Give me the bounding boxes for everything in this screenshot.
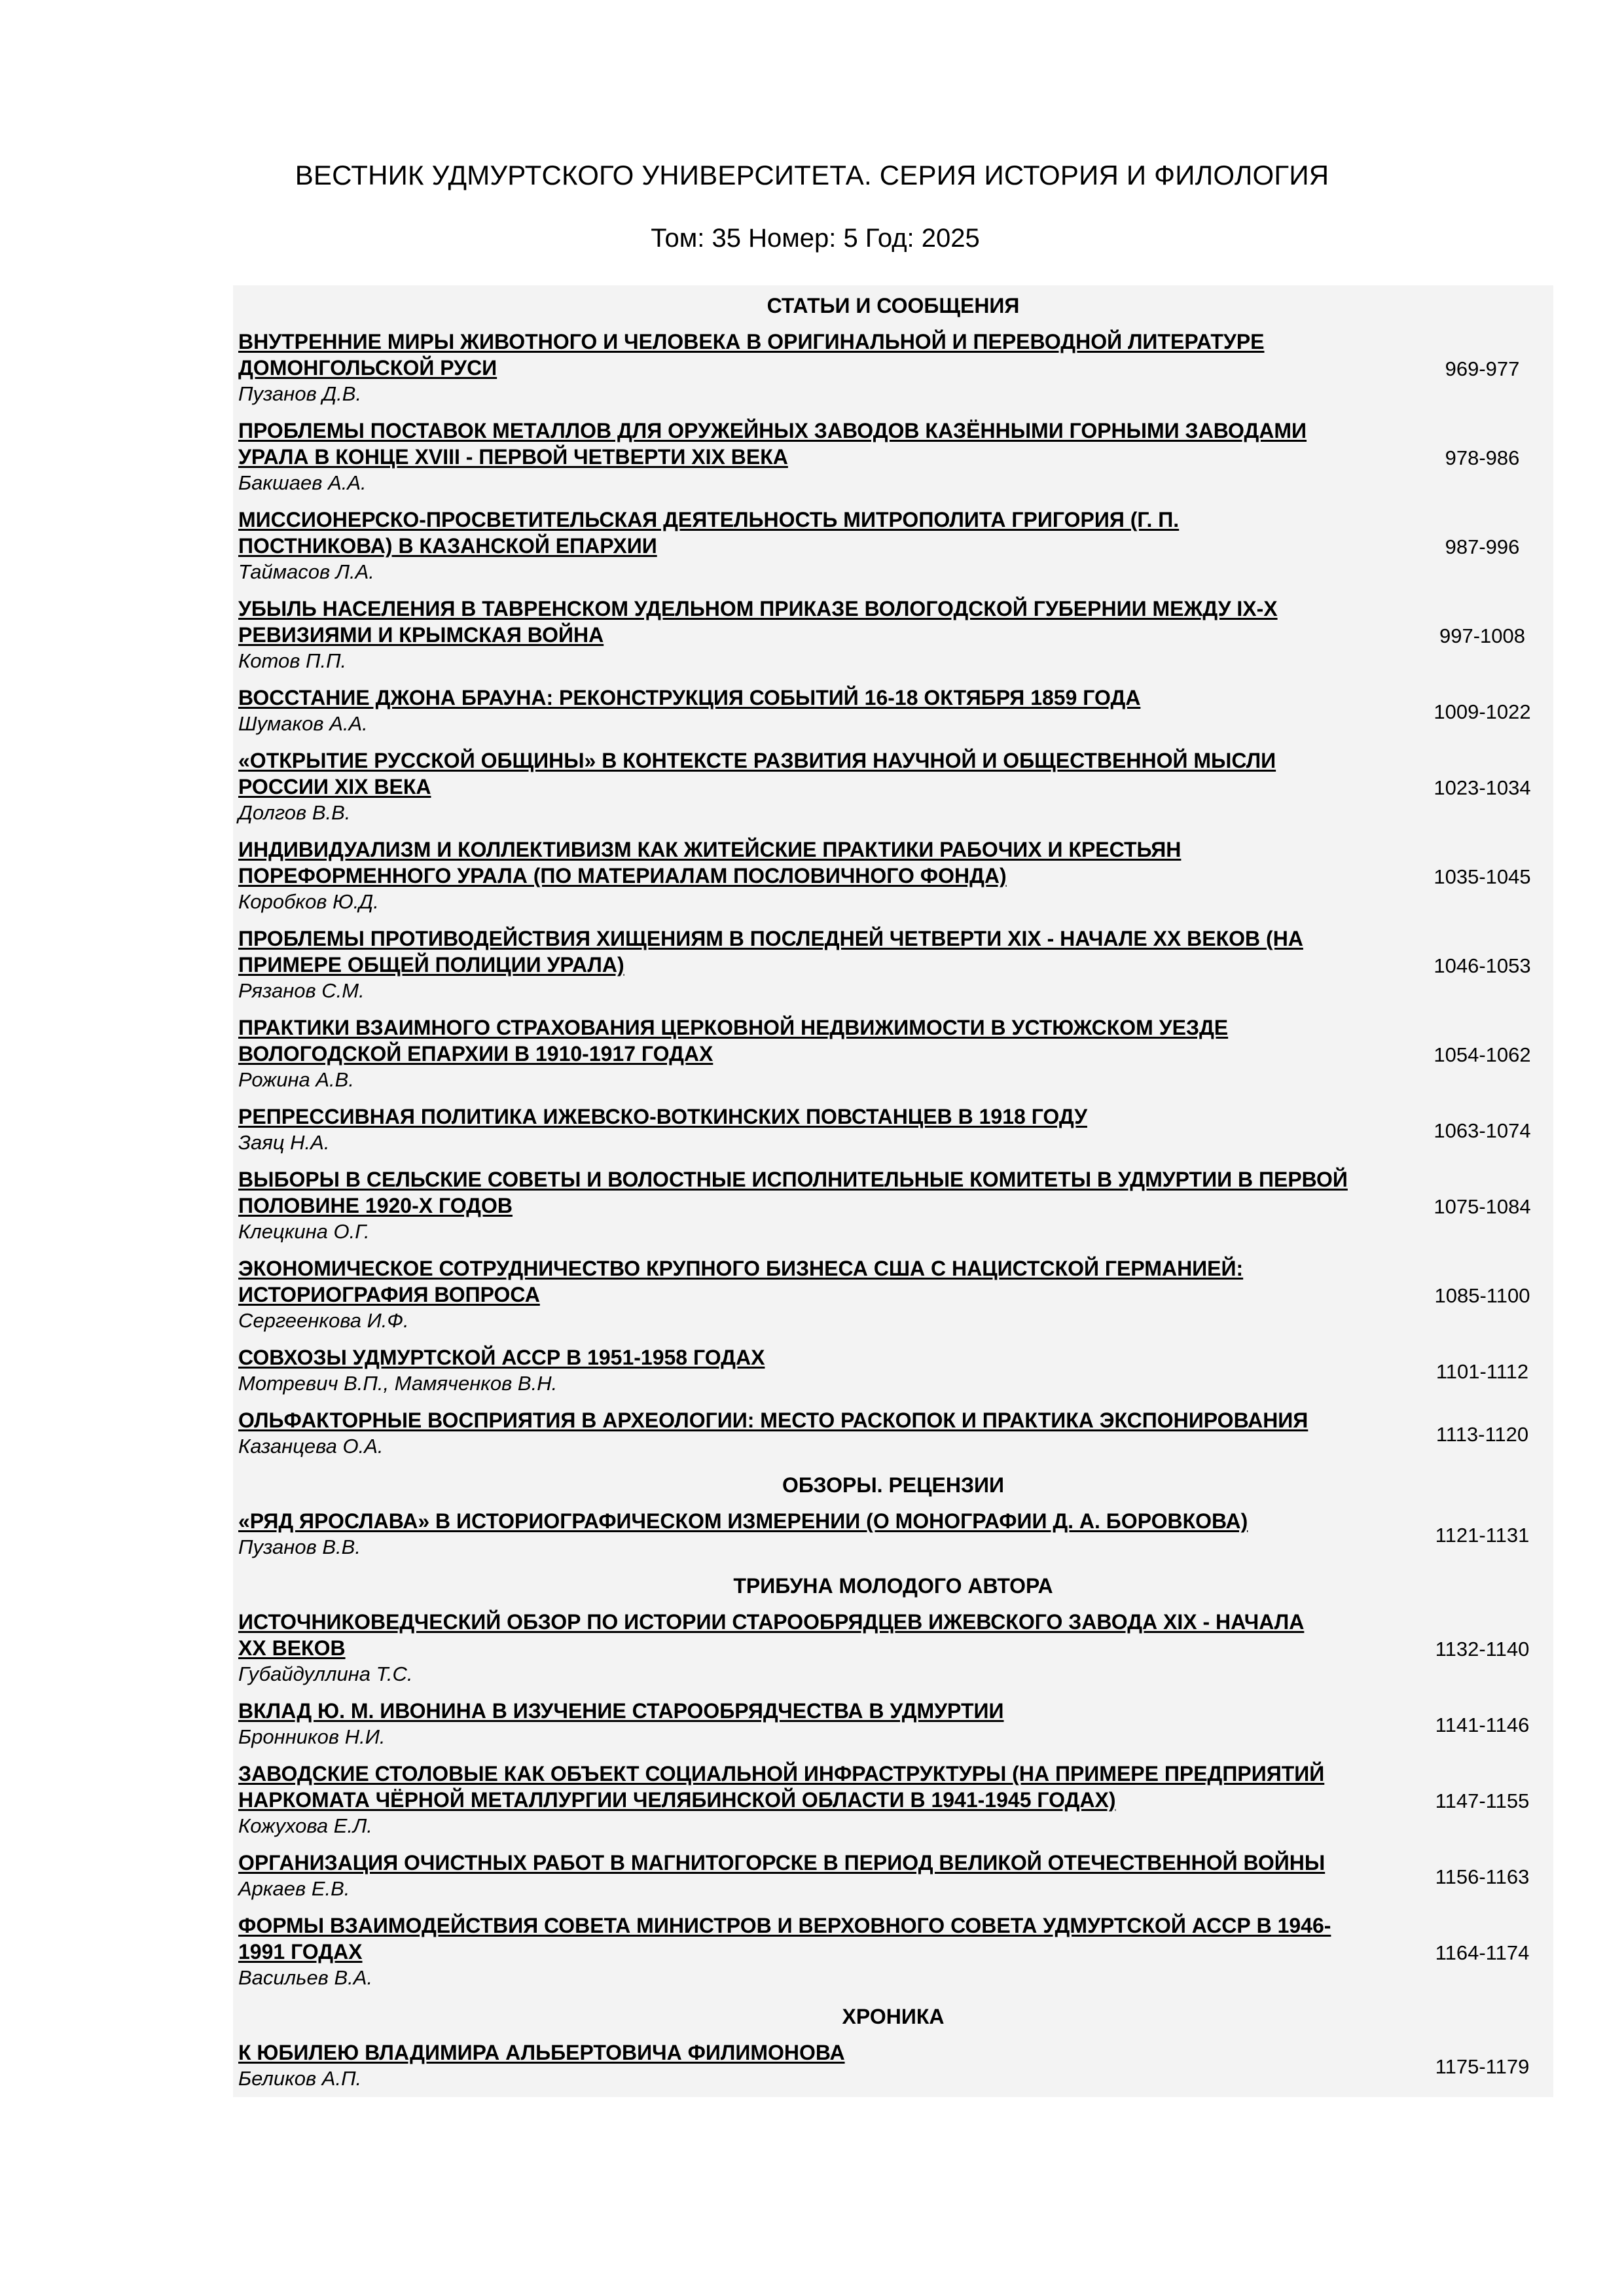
article-author: Пузанов В.В. xyxy=(238,1535,361,1558)
article-title-link[interactable]: «РЯД ЯРОСЛАВА» В ИСТОРИОГРАФИЧЕСКОМ ИЗМЕРЕНИИ (О МОНОГРАФИИ Д. А. БОРОВКОВА) xyxy=(238,1509,1248,1533)
article-entry xyxy=(233,679,1553,742)
article-text xyxy=(233,1698,1411,1750)
issue-info: Том: 35 Номер: 5 Год: 2025 xyxy=(651,224,980,253)
article-pages: 987-996 xyxy=(1445,535,1520,558)
article-author: Коробков Ю.Д. xyxy=(238,890,379,913)
article-author: Сергеенкова И.Ф. xyxy=(238,1309,409,1332)
article-pages: 978-986 xyxy=(1445,446,1520,469)
article-pages: 1164-1174 xyxy=(1435,1941,1530,1964)
article-text xyxy=(233,925,1411,1004)
article-title-link[interactable]: К ЮБИЛЕЮ ВЛАДИМИРА АЛЬБЕРТОВИЧА ФИЛИМОНОВА xyxy=(238,2041,845,2064)
article-entry xyxy=(233,1844,1553,1907)
article-entry xyxy=(233,2034,1553,2097)
article-pages: 1046-1053 xyxy=(1434,954,1531,977)
article-pages: 1063-1074 xyxy=(1434,1119,1531,1142)
article-title-link[interactable]: МИССИОНЕРСКО-ПРОСВЕТИТЕЛЬСКАЯ ДЕЯТЕЛЬНОСТЬ МИТРОПОЛИТА ГРИГОРИЯ (Г. П. xyxy=(238,508,1180,531)
article-author: Заяц Н.А. xyxy=(238,1131,330,1154)
article-author: Клецкина О.Г. xyxy=(238,1220,370,1243)
article-title-link[interactable]: «ОТКРЫТИЕ РУССКОЙ ОБЩИНЫ» В КОНТЕКСТЕ РАЗВИТИЯ НАУЧНОЙ И ОБЩЕСТВЕННОЙ МЫСЛИ xyxy=(238,749,1276,772)
article-title-link[interactable]: XX ВЕКОВ xyxy=(238,1636,346,1660)
article-entry xyxy=(233,831,1553,920)
article-title-link[interactable]: ПОРЕФОРМЕННОГО УРАЛА (ПО МАТЕРИАЛАМ ПОСЛОВИЧНОГО ФОНДА) xyxy=(238,864,1007,888)
article-author: Кожухова Е.Л. xyxy=(238,1814,372,1837)
article-entry xyxy=(233,1402,1553,1465)
article-title-link[interactable]: ПОЛОВИНЕ 1920-Х ГОДОВ xyxy=(238,1194,513,1217)
article-title-link[interactable]: ИСТОЧНИКОВЕДЧЕСКИЙ ОБЗОР ПО ИСТОРИИ СТАРООБРЯДЦЕВ ИЖЕВСКОГО ЗАВОДА XIX - НАЧАЛА xyxy=(238,1610,1305,1634)
article-title-link[interactable]: УБЫЛЬ НАСЕЛЕНИЯ В ТАВРЕНСКОМ УДЕЛЬНОМ ПРИКАЗЕ ВОЛОГОДСКОЙ ГУБЕРНИИ МЕЖДУ IX-X xyxy=(238,597,1278,620)
article-title-link[interactable]: ПРОБЛЕМЫ ПОСТАВОК МЕТАЛЛОВ ДЛЯ ОРУЖЕЙНЫХ ЗАВОДОВ КАЗЁННЫМИ ГОРНЫМИ ЗАВОДАМИ xyxy=(238,419,1307,442)
article-text xyxy=(233,2039,1411,2092)
article-author: Мотревич В.П., Мамяченков В.Н. xyxy=(238,1372,558,1395)
article-author: Таймасов Л.А. xyxy=(238,560,374,583)
article-pages: 1009-1022 xyxy=(1434,700,1531,723)
article-title-link[interactable]: РОССИИ XIX ВЕКА xyxy=(238,775,431,798)
article-title-link[interactable]: РЕВИЗИЯМИ И КРЫМСКАЯ ВОЙНА xyxy=(238,623,604,647)
article-pages: 1156-1163 xyxy=(1435,1865,1530,1888)
article-text xyxy=(233,1508,1411,1560)
article-title-link[interactable]: ИНДИВИДУАЛИЗМ И КОЛЛЕКТИВИЗМ КАК ЖИТЕЙСКИЕ ПРАКТИКИ РАБОЧИХ И КРЕСТЬЯН xyxy=(238,838,1182,861)
article-author: Васильев В.А. xyxy=(238,1966,373,1989)
article-author: Рожина А.В. xyxy=(238,1068,354,1091)
article-text xyxy=(233,1103,1411,1156)
article-entry xyxy=(233,501,1553,590)
article-author: Шумаков А.А. xyxy=(238,712,368,735)
article-text xyxy=(233,596,1411,674)
article-title-link[interactable]: РЕПРЕССИВНАЯ ПОЛИТИКА ИЖЕВСКО-ВОТКИНСКИХ ПОВСТАНЦЕВ В 1918 ГОДУ xyxy=(238,1105,1087,1128)
article-entry xyxy=(233,590,1553,679)
article-entry xyxy=(233,1907,1553,1996)
article-text xyxy=(233,836,1411,915)
article-title-link[interactable]: ДОМОНГОЛЬСКОЙ РУСИ xyxy=(238,356,497,380)
article-text xyxy=(233,1912,1411,1991)
article-title-link[interactable]: ВОССТАНИЕ ДЖОНА БРАУНА: РЕКОНСТРУКЦИЯ СОБЫТИЙ 16-18 ОКТЯБРЯ 1859 ГОДА xyxy=(238,686,1141,709)
article-title-link[interactable]: ЗАВОДСКИЕ СТОЛОВЫЕ КАК ОБЪЕКТ СОЦИАЛЬНОЙ ИНФРАСТРУКТУРЫ (НА ПРИМЕРЕ ПРЕДПРИЯТИЙ xyxy=(238,1762,1325,1785)
article-pages: 969-977 xyxy=(1445,357,1520,380)
article-pages: 1113-1120 xyxy=(1435,1423,1529,1446)
article-entry xyxy=(233,323,1553,412)
article-text xyxy=(233,1166,1411,1245)
article-title-link[interactable]: ВКЛАД Ю. М. ИВОНИНА В ИЗУЧЕНИЕ СТАРООБРЯДЧЕСТВА В УДМУРТИИ xyxy=(238,1699,1004,1723)
article-title-link[interactable]: ОРГАНИЗАЦИЯ ОЧИСТНЫХ РАБОТ В МАГНИТОГОРСКЕ В ПЕРИОД ВЕЛИКОЙ ОТЕЧЕСТВЕННОЙ ВОЙНЫ xyxy=(238,1851,1326,1874)
article-pages: 1175-1179 xyxy=(1435,2055,1530,2078)
article-title-link[interactable]: ВЫБОРЫ В СЕЛЬСКИЕ СОВЕТЫ И ВОЛОСТНЫЕ ИСПОЛНИТЕЛЬНЫЕ КОМИТЕТЫ В УДМУРТИИ В ПЕРВОЙ xyxy=(238,1168,1348,1191)
section-heading: ОБЗОРЫ. РЕЦЕНЗИИ xyxy=(782,1473,1004,1497)
article-text xyxy=(233,329,1411,407)
article-title-link[interactable]: ФОРМЫ ВЗАИМОДЕЙСТВИЯ СОВЕТА МИНИСТРОВ И ВЕРХОВНОГО СОВЕТА УДМУРТСКОЙ АССР В 1946- xyxy=(238,1914,1331,1937)
article-entry xyxy=(233,1755,1553,1844)
article-title-link[interactable]: ПРОБЛЕМЫ ПРОТИВОДЕЙСТВИЯ ХИЩЕНИЯМ В ПОСЛЕДНЕЙ ЧЕТВЕРТИ XIX - НАЧАЛЕ XX ВЕКОВ (НА xyxy=(238,927,1303,950)
journal-title: ВЕСТНИК УДМУРТСКОГО УНИВЕРСИТЕТА. СЕРИЯ ИСТОРИЯ И ФИЛОЛОГИЯ xyxy=(295,160,1329,190)
article-author: Аркаев Е.В. xyxy=(238,1877,350,1900)
article-title-link[interactable]: ИСТОРИОГРАФИЯ ВОПРОСА xyxy=(238,1283,540,1306)
article-title-link[interactable]: СОВХОЗЫ УДМУРТСКОЙ АССР В 1951-1958 ГОДАХ xyxy=(238,1346,765,1369)
article-author: Рязанов С.М. xyxy=(238,979,365,1002)
section-heading: ХРОНИКА xyxy=(842,2005,945,2028)
article-title-link[interactable]: НАРКОМАТА ЧЁРНОЙ МЕТАЛЛУРГИИ ЧЕЛЯБИНСКОЙ ОБЛАСТИ В 1941-1945 ГОДАХ) xyxy=(238,1788,1116,1812)
article-text xyxy=(233,1014,1411,1093)
article-pages: 997-1008 xyxy=(1439,624,1525,647)
article-title-link[interactable]: ОЛЬФАКТОРНЫЕ ВОСПРИЯТИЯ В АРХЕОЛОГИИ: МЕСТО РАСКОПОК И ПРАКТИКА ЭКСПОНИРОВАНИЯ xyxy=(238,1408,1308,1432)
article-title-link[interactable]: ПОСТНИКОВА) В КАЗАНСКОЙ ЕПАРХИИ xyxy=(238,534,657,558)
article-title-link[interactable]: ВНУТРЕННИЕ МИРЫ ЖИВОТНОГО И ЧЕЛОВЕКА В ОРИГИНАЛЬНОЙ И ПЕРЕВОДНОЙ ЛИТЕРАТУРЕ xyxy=(238,330,1265,353)
article-pages: 1035-1045 xyxy=(1434,865,1531,888)
article-text xyxy=(233,1344,1411,1397)
article-text xyxy=(233,1407,1411,1460)
article-author: Беликов А.П. xyxy=(238,2067,362,2090)
article-text xyxy=(233,1850,1411,1902)
article-pages: 1141-1146 xyxy=(1435,1713,1530,1736)
article-entry xyxy=(233,1250,1553,1339)
article-title-link[interactable]: ПРАКТИКИ ВЗАИМНОГО СТРАХОВАНИЯ ЦЕРКОВНОЙ НЕДВИЖИМОСТИ В УСТЮЖСКОМ УЕЗДЕ xyxy=(238,1016,1229,1039)
article-text xyxy=(233,1609,1411,1687)
article-author: Бакшаев А.А. xyxy=(238,471,367,494)
article-pages: 1023-1034 xyxy=(1434,776,1531,799)
article-title-link[interactable]: ПРИМЕРЕ ОБЩЕЙ ПОЛИЦИИ УРАЛА) xyxy=(238,953,624,977)
table-of-contents xyxy=(233,285,1553,2097)
article-title-link[interactable]: 1991 ГОДАХ xyxy=(238,1940,363,1964)
section-heading: СТАТЬИ И СООБЩЕНИЯ xyxy=(767,294,1020,317)
article-entry xyxy=(233,1693,1553,1755)
article-pages: 1121-1131 xyxy=(1435,1524,1530,1547)
article-pages: 1147-1155 xyxy=(1435,1789,1530,1812)
article-entry xyxy=(233,742,1553,831)
article-entry xyxy=(233,1098,1553,1161)
article-author: Пузанов Д.В. xyxy=(238,382,362,405)
article-entry xyxy=(233,1503,1553,1566)
article-author: Долгов В.В. xyxy=(238,801,351,824)
article-pages: 1132-1140 xyxy=(1435,1638,1530,1660)
article-pages: 1101-1112 xyxy=(1435,1360,1529,1383)
article-title-link[interactable]: ВОЛОГОДСКОЙ ЕПАРХИИ В 1910-1917 ГОДАХ xyxy=(238,1042,713,1066)
article-pages: 1075-1084 xyxy=(1434,1195,1531,1218)
article-text xyxy=(233,1761,1411,1839)
article-author: Бронников Н.И. xyxy=(238,1725,386,1748)
article-entry xyxy=(233,1161,1553,1250)
article-entry xyxy=(233,412,1553,501)
article-title-link[interactable]: УРАЛА В КОНЦЕ XVIII - ПЕРВОЙ ЧЕТВЕРТИ XIX ВЕКА xyxy=(238,445,788,469)
article-entry xyxy=(233,1339,1553,1402)
article-text xyxy=(233,1255,1411,1334)
article-text xyxy=(233,418,1411,496)
article-author: Котов П.П. xyxy=(238,649,347,672)
article-text xyxy=(233,507,1411,585)
article-pages: 1085-1100 xyxy=(1434,1284,1530,1307)
article-title-link[interactable]: ЭКОНОМИЧЕСКОЕ СОТРУДНИЧЕСТВО КРУПНОГО БИЗНЕСА США С НАЦИСТСКОЙ ГЕРМАНИЕЙ: xyxy=(238,1257,1244,1280)
article-text xyxy=(233,685,1411,737)
section-heading: ТРИБУНА МОЛОДОГО АВТОРА xyxy=(733,1574,1053,1598)
article-entry xyxy=(233,920,1553,1009)
article-text xyxy=(233,747,1411,826)
article-entry xyxy=(233,1604,1553,1693)
article-author: Губайдуллина Т.С. xyxy=(238,1662,413,1685)
article-entry xyxy=(233,1009,1553,1098)
article-author: Казанцева О.А. xyxy=(238,1435,384,1458)
article-pages: 1054-1062 xyxy=(1434,1043,1531,1066)
